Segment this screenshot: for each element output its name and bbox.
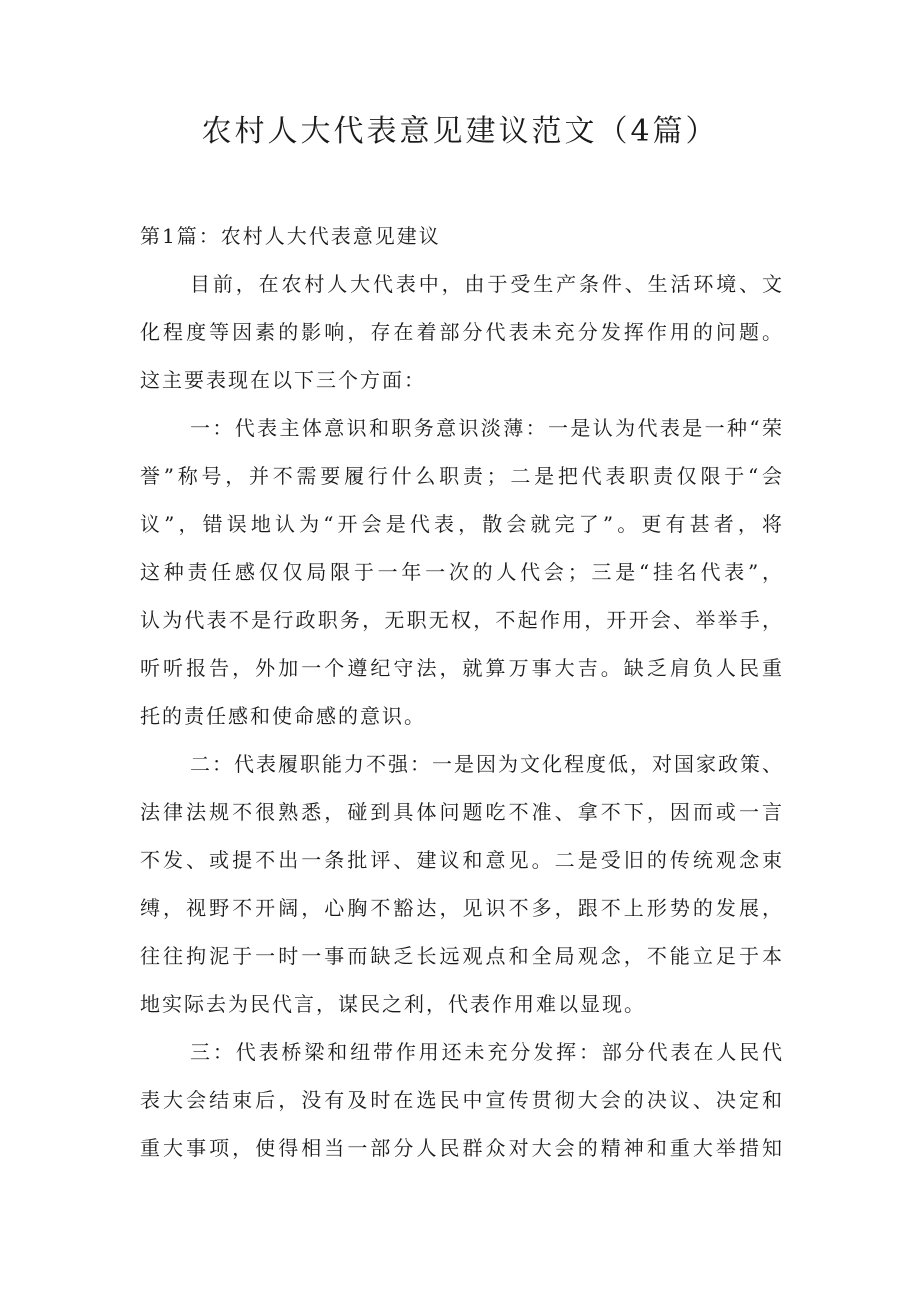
paragraph-line: 目前，在农村人大代表中，由于受生产条件、生活环境、文 bbox=[190, 272, 782, 296]
paragraph-line: 化程度等因素的影响，存在着部分代表未充分发挥作用的问题。 bbox=[140, 320, 782, 344]
section-heading: 第1篇：农村人大代表意见建议 bbox=[140, 224, 441, 248]
paragraph-line: 听听报告，外加一个遵纪守法，就算万事大吉。缺乏肩负人民重 bbox=[140, 656, 782, 680]
paragraph-line: 地实际去为民代言，谋民之利，代表作用难以显现。 bbox=[140, 992, 646, 1016]
paragraph-line: 誉”称号，并不需要履行什么职责；二是把代表职责仅限于“会 bbox=[140, 464, 782, 488]
paragraph-line: 缚，视野不开阔，心胸不豁达，见识不多，跟不上形势的发展， bbox=[140, 896, 782, 920]
paragraph-line: 这种责任感仅仅局限于一年一次的人代会；三是“挂名代表”， bbox=[140, 560, 782, 584]
paragraph-line: 三：代表桥梁和纽带作用还未充分发挥：部分代表在人民代 bbox=[190, 1040, 782, 1064]
paragraph-line: 往往拘泥于一时一事而缺乏长远观点和全局观念，不能立足于本 bbox=[140, 944, 782, 968]
document-title: 农村人大代表意见建议范文（4篇） bbox=[201, 114, 719, 149]
paragraph-line: 表大会结束后，没有及时在选民中宣传贯彻大会的决议、决定和 bbox=[140, 1088, 782, 1112]
paragraph-line: 一：代表主体意识和职务意识淡薄：一是认为代表是一种“荣 bbox=[190, 416, 782, 440]
paragraph-line: 托的责任感和使命感的意识。 bbox=[140, 704, 426, 728]
paragraph-line: 不发、或提不出一条批评、建议和意见。二是受旧的传统观念束 bbox=[140, 848, 782, 872]
paragraph-line: 这主要表现在以下三个方面： bbox=[140, 368, 426, 392]
paragraph-line: 法律法规不很熟悉，碰到具体问题吃不准、拿不下，因而或一言 bbox=[140, 800, 782, 824]
paragraph-line: 认为代表不是行政职务，无职无权，不起作用，开开会、举举手， bbox=[140, 608, 782, 632]
paragraph-line: 二：代表履职能力不强：一是因为文化程度低，对国家政策、 bbox=[190, 752, 782, 776]
paragraph-line: 重大事项，使得相当一部分人民群众对大会的精神和重大举措知 bbox=[140, 1136, 782, 1160]
paragraph-line: 议”，错误地认为“开会是代表，散会就完了”。更有甚者，将 bbox=[140, 512, 782, 536]
